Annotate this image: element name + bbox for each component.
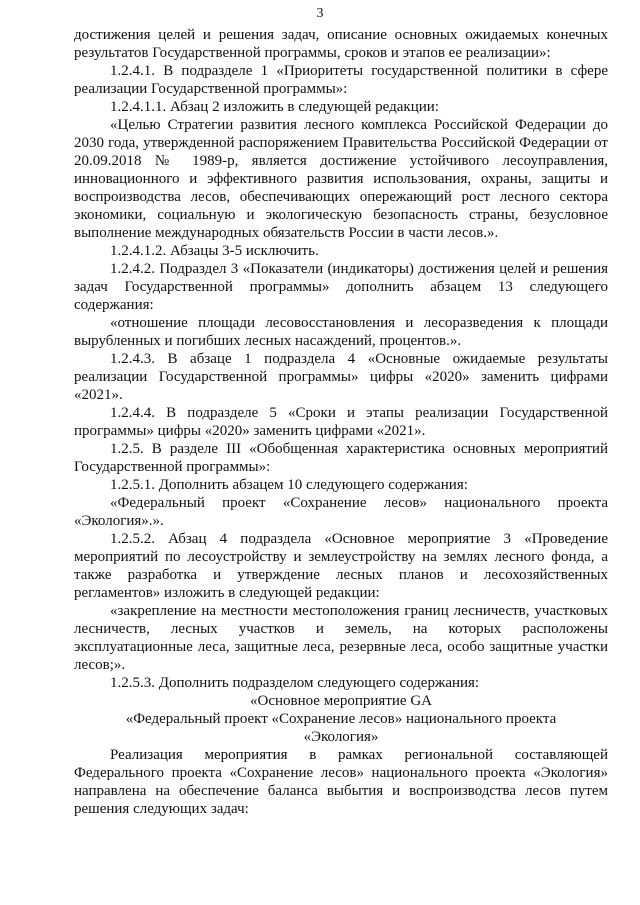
paragraph-implementation: Реализация мероприятия в рамках региональной составляющей Федерального проекта «Сохранение лесов» национального проекта «Экология» направлена на обеспечение баланса выбытия и воспроизводства лесов путем решения следующих задач: [74, 747, 608, 817]
paragraph-1-2-4-1-2: 1.2.4.1.2. Абзацы 3-5 исключить. [110, 243, 319, 259]
quote-federal-project: «Федеральный проект «Сохранение лесов» национального проекта «Экология».». [74, 495, 608, 529]
paragraph-1-2-4-4: 1.2.4.4. В подразделе 5 «Сроки и этапы реализации Государственной программы» цифры «2020» заменить цифрами «2021». [74, 405, 608, 439]
quote-strategy-goal: «Целью Стратегии развития лесного комплекса Российской Федерации до 2030 года, утвержденной распоряжением Правительства Российской Федерации от 20.09.2018 № 1989-р, является достижение устойчивого лесоуправления, инновационного и эффективного развития использования, охраны, защиты и воспроизводства лесов, обеспечивающих опережающий рост лесного сектора экономики, социальную и экологическую безопасность страны, безусловное выполнение международных обязательств России в части лесов.». [74, 117, 608, 241]
subsection-heading-line-3: «Экология» [303, 729, 379, 745]
paragraph-1-2-4-1-1: 1.2.4.1.1. Абзац 2 изложить в следующей редакции: [110, 99, 439, 115]
paragraph-1-2-5-1: 1.2.5.1. Дополнить абзацем 10 следующего содержания: [110, 477, 468, 493]
document-body [74, 26, 608, 818]
paragraph-1-2-5: 1.2.5. В разделе III «Обобщенная характеристика основных мероприятий Государственной программы»: [74, 441, 608, 475]
subsection-heading-line-2: «Федеральный проект «Сохранение лесов» национального проекта [125, 711, 557, 727]
page-number: 3 [316, 6, 324, 21]
paragraph-1-2-5-3: 1.2.5.3. Дополнить подразделом следующего содержания: [110, 675, 480, 691]
paragraph-1-2-4-2: 1.2.4.2. Подраздел 3 «Показатели (индикаторы) достижения целей и решения задач Государственной программы» дополнить абзацем 13 следующего содержания: [74, 261, 608, 313]
paragraph-1-2-4-1: 1.2.4.1. В подразделе 1 «Приоритеты государственной политики в сфере реализации Государственной программы»: [74, 63, 608, 97]
quote-boundaries: «закрепление на местности местоположения границ лесничеств, участковых лесничеств, лесных участков и земель, на которых расположены эксплуатационные леса, защитные леса, резервные леса, особо защитные участки лесов;». [74, 603, 608, 673]
subsection-heading-line-1: «Основное мероприятие GA [250, 693, 432, 709]
paragraph-1-2-5-2: 1.2.5.2. Абзац 4 подраздела «Основное мероприятие 3 «Проведение мероприятий по лесоустройству и землеустройству на землях лесного фонда, а также разработка и утверждение лесных планов и лесохозяйственных регламентов» изложить в следующей редакции: [74, 531, 608, 601]
quote-reforestation-ratio: «отношение площади лесовосстановления и лесоразведения к площади вырубленных и погибших лесных насаждений, процентов.». [74, 315, 608, 349]
paragraph-continuation: достижения целей и решения задач, описание основных ожидаемых конечных результатов Государственной программы, сроков и этапов ее реализации»: [74, 27, 608, 61]
paragraph-1-2-4-3: 1.2.4.3. В абзаце 1 подраздела 4 «Основные ожидаемые результаты реализации Государственной программы» цифры «2020» заменить цифрами «2021». [74, 351, 608, 403]
